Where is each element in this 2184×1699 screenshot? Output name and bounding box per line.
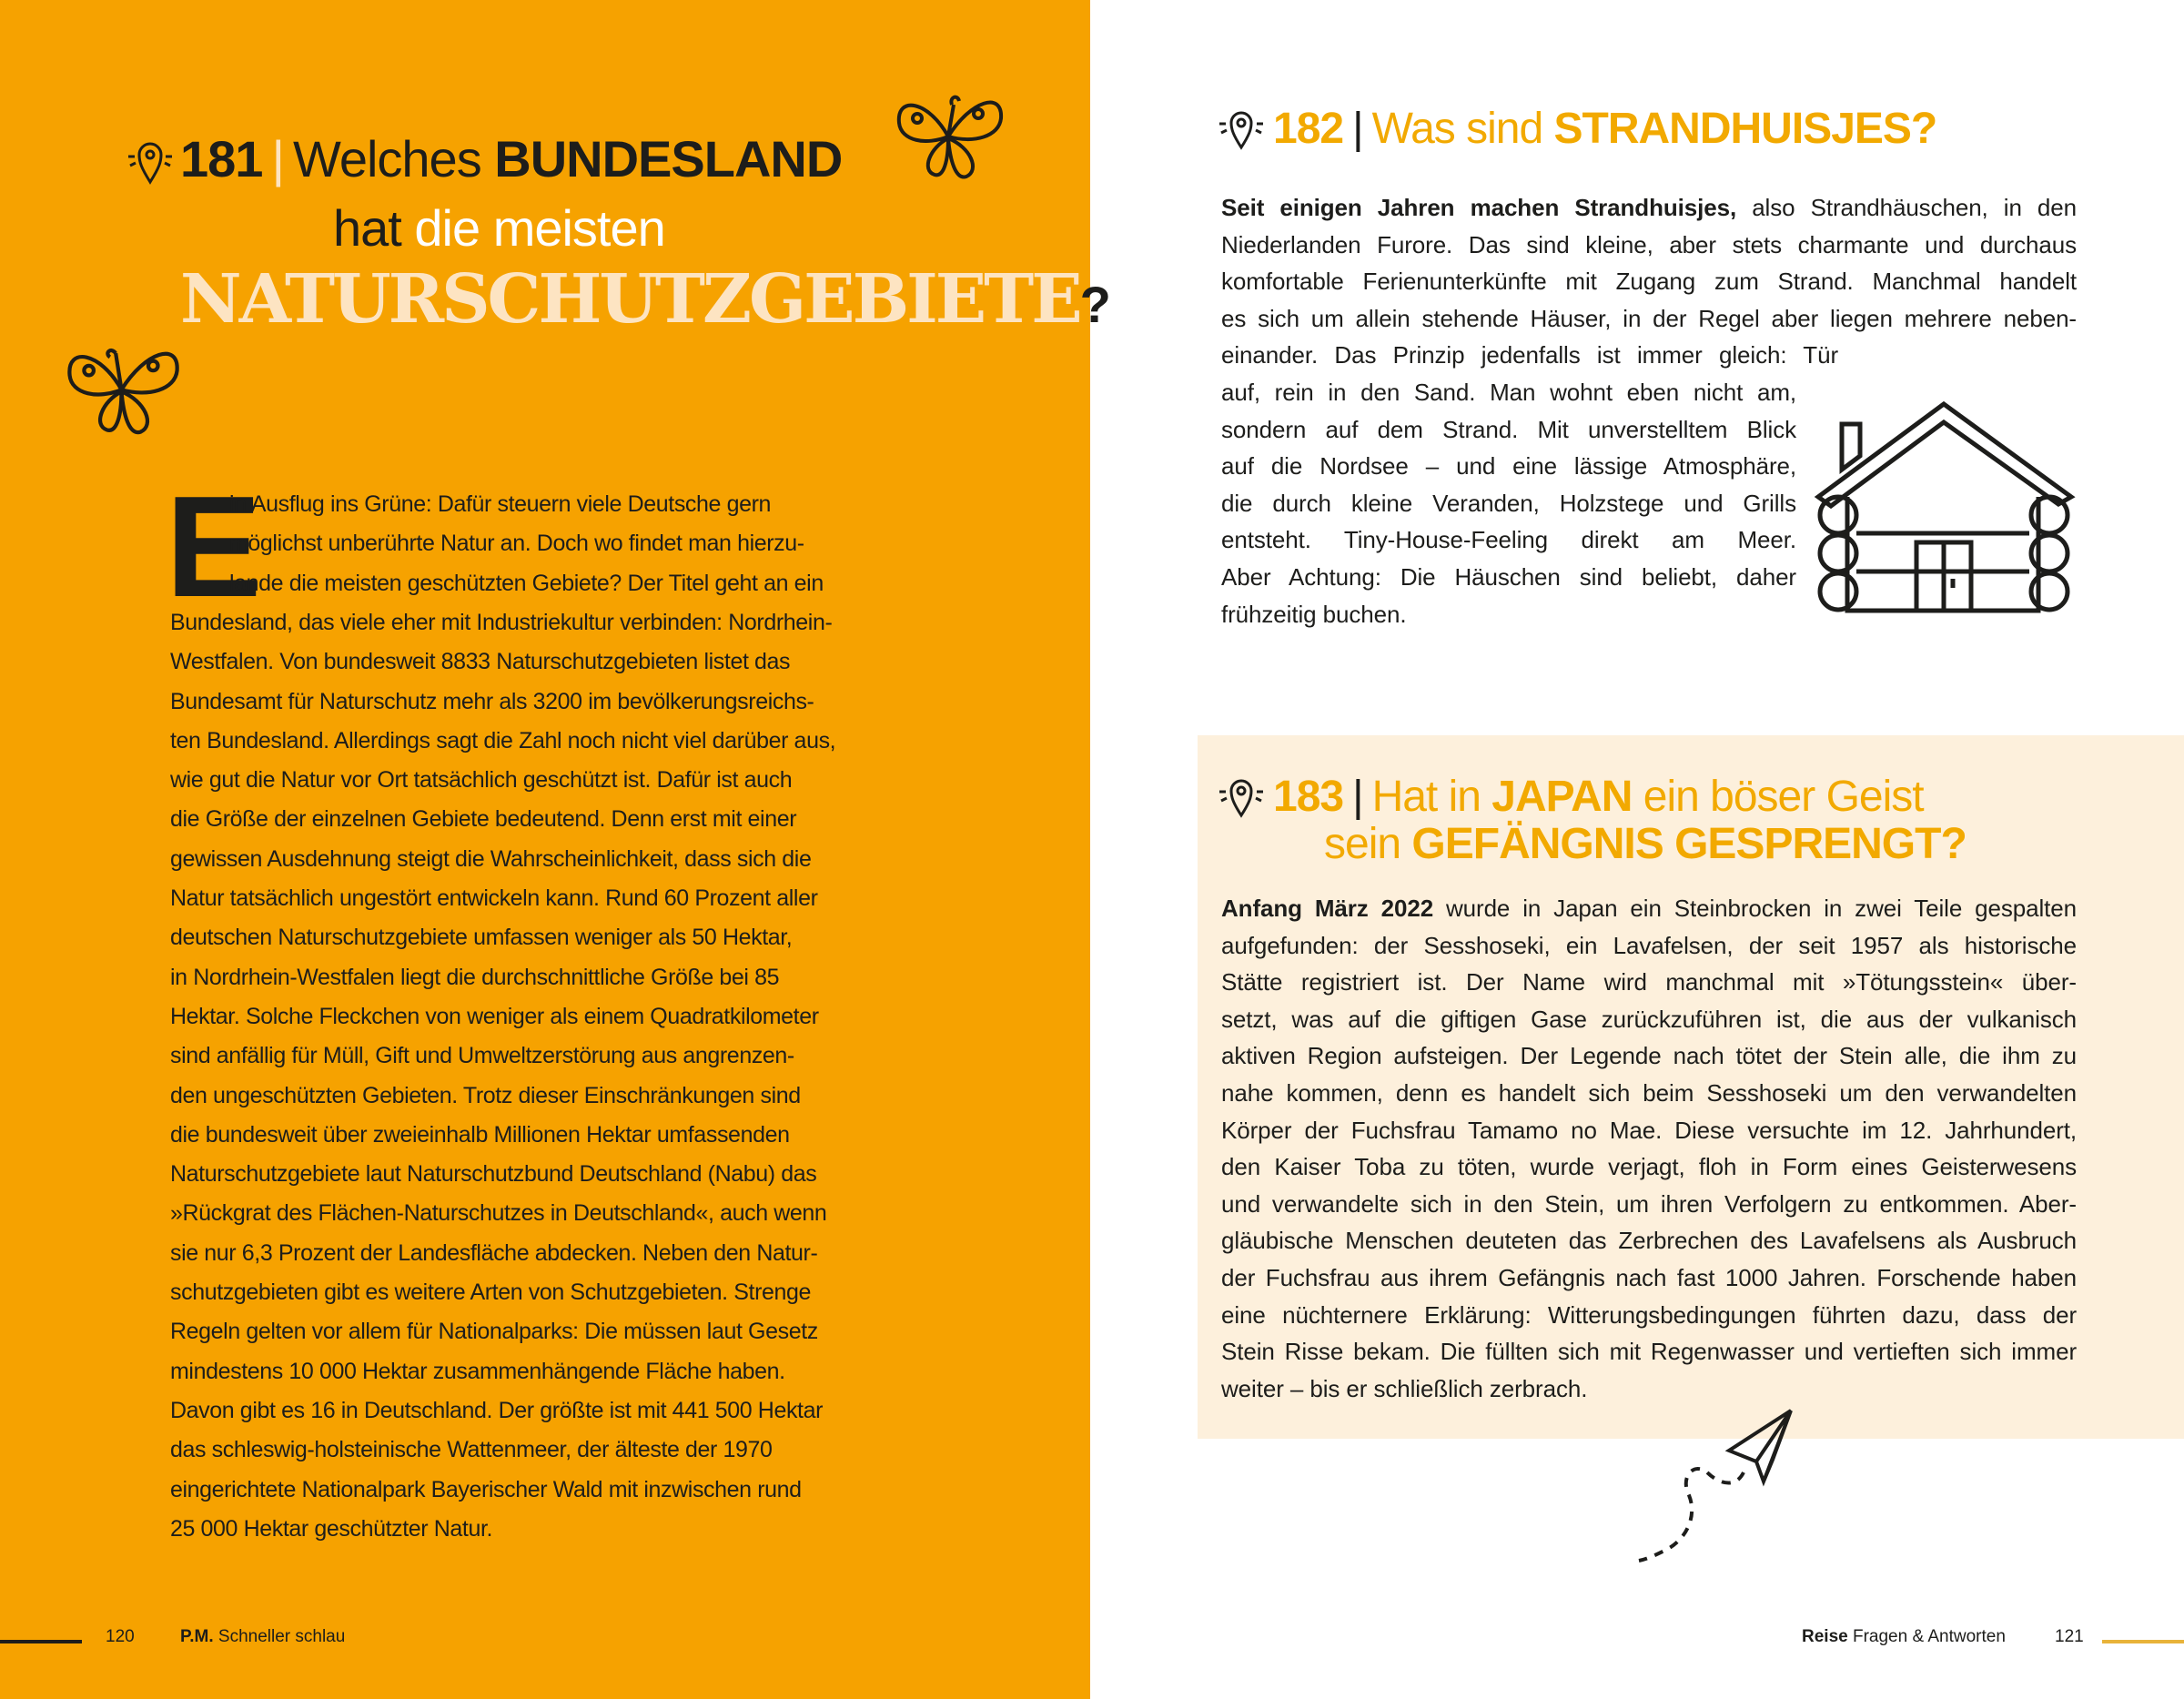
- question-number: 183: [1273, 773, 1344, 821]
- text-line: in Ausflug ins Grüne: Dafür steuern viele Deutsche gern: [229, 491, 772, 517]
- text-line: auf, rein in den Sand. Man wohnt eben nicht am,: [1221, 379, 1796, 406]
- text-line: Bundesamt für Naturschutz mehr als 3200 im bevölkerungsreichs-: [170, 688, 814, 714]
- text-line: Bundesland, das viele eher mit Industriekultur verbinden: Nordrhein-: [170, 609, 833, 635]
- text-line: und verwandelte sich in den Stein, um ihren Verfolgern zu entkommen. Aber-: [1221, 1189, 2077, 1218]
- text-line: »Rückgrat des Flächen-Naturschutzes in Deutschland«, auch wenn: [170, 1200, 827, 1227]
- question-number: 181: [180, 130, 263, 187]
- text-line: gläubische Menschen deuteten das Zerbrechen des Lavafelsens als Ausbruch: [1221, 1227, 2077, 1255]
- text-line: aktiven Region aufsteigen. Der Legende nach tötet der Stein alle, die ihm zu: [1221, 1042, 2077, 1070]
- text-line: Hektar. Solche Fleckchen von weniger als einem Quadratkilometer: [170, 1003, 819, 1029]
- footer-left: P.M. Schneller schlau: [180, 1627, 346, 1646]
- text-line: Regeln gelten vor allem für Nationalparks: Die müssen laut Gesetz: [170, 1319, 818, 1345]
- footer-rule: [2102, 1640, 2184, 1643]
- text-line: Körper der Fuchsfrau Tamamo no Mae. Diese versuchte im 12. Jahrhundert,: [1221, 1116, 2077, 1144]
- paper-plane-icon: [1636, 1407, 1800, 1576]
- text-line: in Nordrhein-Westfalen liegt die durchschnittliche Größe bei 85: [170, 964, 780, 990]
- text-line: die bundesweit über zweieinhalb Millionen Hektar umfassenden: [170, 1121, 790, 1148]
- text-line: Westfalen. Von bundesweit 8833 Naturschutzgebieten listet das: [170, 649, 791, 675]
- text-line: weiter – bis er schließlich zerbrach.: [1221, 1374, 1588, 1402]
- text-line: ten Bundesland. Allerdings sagt die Zahl noch nicht viel darüber aus,: [170, 727, 836, 753]
- text-line: sondern auf dem Strand. Mit unverstelltem Blick: [1221, 415, 1796, 443]
- map-pin-icon: [1216, 106, 1267, 153]
- question-182-title: 182 | Was sind STRANDHUISJES?: [1273, 105, 1937, 153]
- log-cabin-icon: [1811, 397, 2077, 615]
- text-line: Naturschutzgebiete laut Naturschutzbund Deutschland (Nabu) das: [170, 1161, 817, 1188]
- text-line: das schleswig-holsteinische Wattenmeer, der älteste der 1970: [170, 1437, 773, 1463]
- question-181-title-line1: 181 | Welches BUNDESLAND: [180, 130, 843, 187]
- question-183-title-line2: sein GEFÄNGNIS GESPRENGT?: [1324, 820, 1967, 868]
- text-line: wie gut die Natur vor Ort tatsächlich geschützt ist. Dafür ist auch: [170, 767, 793, 794]
- text-line: Seit einigen Jahren machen Strandhuisjes, also Strandhäuschen, in den: [1221, 194, 2077, 221]
- question-183-title-line1: 183 | Hat in JAPAN ein böser Geist: [1273, 773, 1924, 821]
- page-number-right: 121: [2055, 1627, 2084, 1646]
- text-line: Natur tatsächlich ungestört entwickeln kann. Rund 60 Prozent aller: [170, 885, 818, 911]
- text-line: komfortable Ferienunterkünfte mit Zugang zum Strand. Manchmal handelt: [1221, 268, 2077, 296]
- text-line: eine nüchternere Erklärung: Witterungsbedingungen führten dazu, dass der: [1221, 1300, 2077, 1329]
- text-line: schutzgebieten gibt es weitere Arten von Schutzgebieten. Strenge: [170, 1279, 812, 1305]
- text-line: einander. Das Prinzip jedenfalls ist immer gleich: Tür: [1221, 341, 1838, 369]
- page-number-left: 120: [106, 1627, 135, 1646]
- text-line: die durch kleine Veranden, Holzstege und Grills: [1221, 489, 1796, 517]
- map-pin-icon: [123, 137, 177, 187]
- text-line: 25 000 Hektar geschützter Natur.: [170, 1515, 493, 1542]
- text-line: Stätte registriert ist. Der Name wird manchmal mit »Tötungsstein« über-: [1221, 968, 2077, 996]
- text-line: setzt, was auf die giftigen Gase zurückzuführen ist, die aus der vulkanisch: [1221, 1005, 2077, 1033]
- text-line: lande die meisten geschützten Gebiete? Der Titel geht an ein: [229, 570, 824, 596]
- text-line: deutschen Naturschutzgebiete umfassen weniger als 50 Hektar,: [170, 925, 793, 951]
- text-line: mindestens 10 000 Hektar zusammenhängende Fläche haben.: [170, 1358, 785, 1384]
- text-line: sind anfällig für Müll, Gift und Umweltzerstörung aus angrenzen-: [170, 1043, 794, 1069]
- question-number: 182: [1273, 105, 1344, 153]
- text-line: möglichst unberührte Natur an. Doch wo findet man hierzu-: [229, 531, 804, 557]
- butterfly-icon: [62, 332, 182, 440]
- text-line: sie nur 6,3 Prozent der Landesfläche abdecken. Neben den Natur-: [170, 1239, 818, 1266]
- separator: |: [271, 130, 284, 187]
- text-line: es sich um allein stehende Häuser, in der Regel aber liegen mehrere neben-: [1221, 304, 2077, 332]
- text-line: der Fuchsfrau aus ihrem Gefängnis nach fast 1000 Jahren. Forschende haben: [1221, 1264, 2077, 1291]
- lead-text: Anfang März 2022: [1221, 895, 1434, 922]
- text-line: frühzeitig buchen.: [1221, 600, 1407, 628]
- drop-cap: E: [166, 467, 262, 627]
- map-pin-icon: [1216, 774, 1267, 821]
- text-line: eingerichtete Nationalpark Bayerischer Wald mit inzwischen rund: [170, 1476, 802, 1502]
- text-line: Aber Achtung: Die Häuschen sind beliebt, daher: [1221, 563, 1796, 591]
- text-line: Anfang März 2022 wurde in Japan ein Steinbrocken in zwei Teile gespalten: [1221, 895, 2077, 922]
- text-line: Niederlanden Furore. Das sind kleine, aber stets charmante und durchaus: [1221, 230, 2077, 258]
- footer-right: Reise Fragen & Antworten: [1802, 1627, 2006, 1646]
- footer-rule: [0, 1640, 82, 1643]
- text-line: gewissen Ausdehnung steigt die Wahrscheinlichkeit, dass sich die: [170, 845, 812, 872]
- question-181-title-line3: NATURSCHUTZGEBIETE?: [180, 260, 1108, 339]
- text-line: aufgefunden: der Sesshoseki, ein Lavafelsen, der seit 1957 als historische: [1221, 931, 2077, 959]
- text-line: die Größe der einzelnen Gebiete bedeutend. Denn erst mit einer: [170, 806, 797, 833]
- question-181-title-line2: hat die meisten: [333, 199, 665, 257]
- text-line: den Kaiser Toba zu töten, wurde verjagt, floh in Form eines Geisterwesens: [1221, 1153, 2077, 1181]
- text-line: nahe kommen, denn es handelt sich beim Sesshoseki um den verwandelten: [1221, 1079, 2077, 1107]
- lead-text: Seit einigen Jahren machen Strandhuisjes,: [1221, 194, 1737, 221]
- text-line: den ungeschützten Gebieten. Trotz dieser Einschränkungen sind: [170, 1082, 801, 1108]
- text-line: entsteht. Tiny-House-Feeling direkt am Meer.: [1221, 526, 1796, 554]
- text-line: auf die Nordsee – und eine lässige Atmosphäre,: [1221, 452, 1796, 480]
- text-line: Stein Risse bekam. Die füllten sich mit Regenwasser und vertieften sich immer: [1221, 1338, 2077, 1366]
- text-line: Davon gibt es 16 in Deutschland. Der größte ist mit 441 500 Hektar: [170, 1397, 824, 1423]
- butterfly-icon: [892, 82, 1006, 184]
